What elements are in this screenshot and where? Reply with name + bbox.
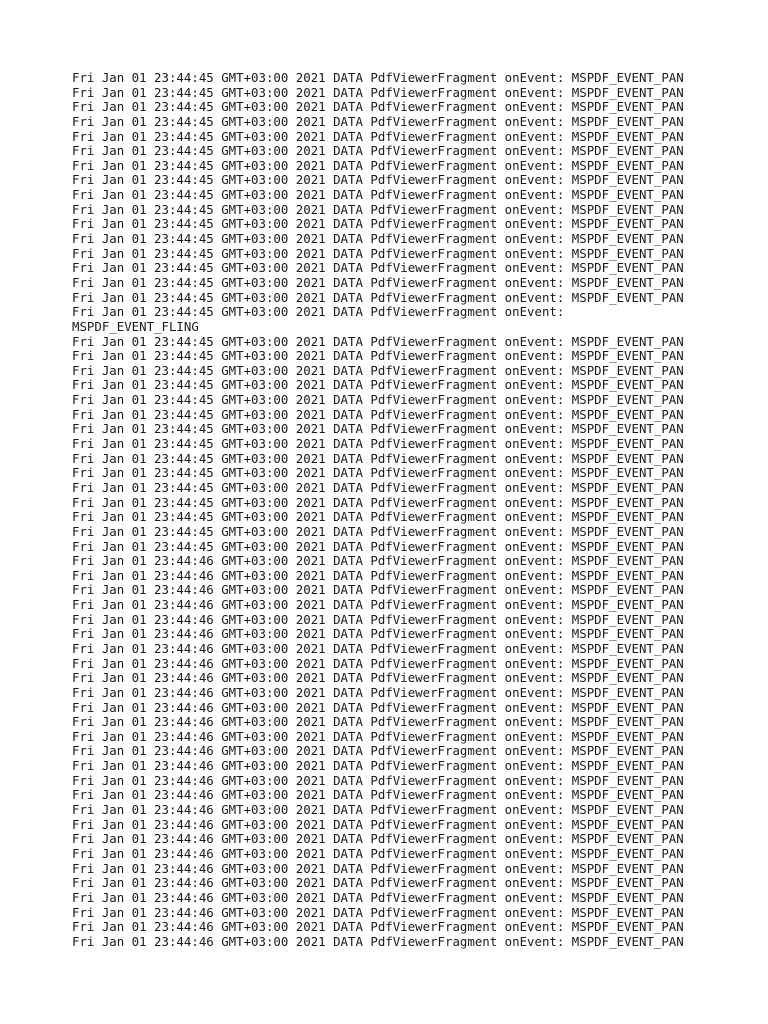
log-line: Fri Jan 01 23:44:46 GMT+03:00 2021 DATA PdfViewerFragment onEvent: MSPDF_EVENT_PAN (72, 699, 684, 715)
log-line: Fri Jan 01 23:44:45 GMT+03:00 2021 DATA PdfViewerFragment onEvent: MSPDF_EVENT_PAN (72, 143, 684, 159)
log-line: Fri Jan 01 23:44:45 GMT+03:00 2021 DATA PdfViewerFragment onEvent: MSPDF_EVENT_PAN (72, 128, 684, 144)
log-line: Fri Jan 01 23:44:45 GMT+03:00 2021 DATA PdfViewerFragment onEvent: MSPDF_EVENT_PAN (72, 157, 684, 173)
log-line: Fri Jan 01 23:44:46 GMT+03:00 2021 DATA PdfViewerFragment onEvent: MSPDF_EVENT_PAN (72, 875, 684, 891)
log-line: Fri Jan 01 23:44:45 GMT+03:00 2021 DATA PdfViewerFragment onEvent: MSPDF_EVENT_PAN (72, 377, 684, 393)
log-line: Fri Jan 01 23:44:46 GMT+03:00 2021 DATA PdfViewerFragment onEvent: MSPDF_EVENT_PAN (72, 640, 684, 656)
log-line: Fri Jan 01 23:44:45 GMT+03:00 2021 DATA PdfViewerFragment onEvent: MSPDF_EVENT_PAN (72, 172, 684, 188)
log-line: Fri Jan 01 23:44:46 GMT+03:00 2021 DATA PdfViewerFragment onEvent: MSPDF_EVENT_PAN (72, 684, 684, 700)
log-line: Fri Jan 01 23:44:45 GMT+03:00 2021 DATA PdfViewerFragment onEvent: MSPDF_EVENT_PAN (72, 260, 684, 276)
log-output (72, 71, 762, 964)
log-line: Fri Jan 01 23:44:46 GMT+03:00 2021 DATA PdfViewerFragment onEvent: MSPDF_EVENT_PAN (72, 611, 684, 627)
log-line: Fri Jan 01 23:44:46 GMT+03:00 2021 DATA PdfViewerFragment onEvent: MSPDF_EVENT_PAN (72, 582, 684, 598)
log-line: Fri Jan 01 23:44:45 GMT+03:00 2021 DATA PdfViewerFragment onEvent: MSPDF_EVENT_PAN (72, 289, 684, 305)
log-line-wrapped: MSPDF_EVENT_FLING (72, 318, 199, 334)
log-line: Fri Jan 01 23:44:45 GMT+03:00 2021 DATA PdfViewerFragment onEvent: MSPDF_EVENT_PAN (72, 523, 684, 539)
log-line: Fri Jan 01 23:44:45 GMT+03:00 2021 DATA PdfViewerFragment onEvent: MSPDF_EVENT_PAN (72, 436, 684, 452)
log-line: Fri Jan 01 23:44:46 GMT+03:00 2021 DATA PdfViewerFragment onEvent: MSPDF_EVENT_PAN (72, 772, 684, 788)
log-line: Fri Jan 01 23:44:46 GMT+03:00 2021 DATA PdfViewerFragment onEvent: MSPDF_EVENT_PAN (72, 758, 684, 774)
log-line: Fri Jan 01 23:44:46 GMT+03:00 2021 DATA PdfViewerFragment onEvent: MSPDF_EVENT_PAN (72, 714, 684, 730)
log-line: Fri Jan 01 23:44:46 GMT+03:00 2021 DATA PdfViewerFragment onEvent: MSPDF_EVENT_PAN (72, 816, 684, 832)
log-line: Fri Jan 01 23:44:45 GMT+03:00 2021 DATA PdfViewerFragment onEvent: MSPDF_EVENT_PAN (72, 231, 684, 247)
log-line: Fri Jan 01 23:44:46 GMT+03:00 2021 DATA PdfViewerFragment onEvent: MSPDF_EVENT_PAN (72, 933, 684, 949)
log-line: Fri Jan 01 23:44:46 GMT+03:00 2021 DATA PdfViewerFragment onEvent: MSPDF_EVENT_PAN (72, 597, 684, 613)
log-line: Fri Jan 01 23:44:45 GMT+03:00 2021 DATA PdfViewerFragment onEvent: MSPDF_EVENT_PAN (72, 84, 684, 100)
log-line (72, 949, 762, 964)
log-line: Fri Jan 01 23:44:45 GMT+03:00 2021 DATA PdfViewerFragment onEvent: MSPDF_EVENT_PAN (72, 113, 684, 129)
log-line: Fri Jan 01 23:44:45 GMT+03:00 2021 DATA PdfViewerFragment onEvent: MSPDF_EVENT_PAN (72, 245, 684, 261)
log-line: Fri Jan 01 23:44:46 GMT+03:00 2021 DATA PdfViewerFragment onEvent: MSPDF_EVENT_PAN (72, 670, 684, 686)
log-line: Fri Jan 01 23:44:46 GMT+03:00 2021 DATA PdfViewerFragment onEvent: MSPDF_EVENT_PAN (72, 728, 684, 744)
log-line: Fri Jan 01 23:44:45 GMT+03:00 2021 DATA PdfViewerFragment onEvent: MSPDF_EVENT_PAN (72, 494, 684, 510)
log-line: Fri Jan 01 23:44:45 GMT+03:00 2021 DATA PdfViewerFragment onEvent: MSPDF_EVENT_PAN (72, 406, 684, 422)
log-line: Fri Jan 01 23:44:45 GMT+03:00 2021 DATA PdfViewerFragment onEvent: MSPDF_EVENT_PAN (72, 450, 684, 466)
log-line: Fri Jan 01 23:44:45 GMT+03:00 2021 DATA PdfViewerFragment onEvent: MSPDF_EVENT_PAN (72, 71, 684, 85)
log-line: Fri Jan 01 23:44:46 GMT+03:00 2021 DATA PdfViewerFragment onEvent: MSPDF_EVENT_PAN (72, 919, 684, 935)
log-line: Fri Jan 01 23:44:45 GMT+03:00 2021 DATA PdfViewerFragment onEvent: MSPDF_EVENT_PAN (72, 465, 684, 481)
log-line: Fri Jan 01 23:44:45 GMT+03:00 2021 DATA PdfViewerFragment onEvent: MSPDF_EVENT_PAN (72, 479, 684, 495)
log-line: Fri Jan 01 23:44:46 GMT+03:00 2021 DATA PdfViewerFragment onEvent: MSPDF_EVENT_PAN (72, 802, 684, 818)
log-line: Fri Jan 01 23:44:45 GMT+03:00 2021 DATA PdfViewerFragment onEvent: MSPDF_EVENT_PAN (72, 362, 684, 378)
log-line: Fri Jan 01 23:44:46 GMT+03:00 2021 DATA PdfViewerFragment onEvent: MSPDF_EVENT_PAN (72, 655, 684, 671)
log-line: Fri Jan 01 23:44:46 GMT+03:00 2021 DATA PdfViewerFragment onEvent: MSPDF_EVENT_PAN (72, 787, 684, 803)
log-line: Fri Jan 01 23:44:45 GMT+03:00 2021 DATA PdfViewerFragment onEvent: MSPDF_EVENT_PAN (72, 201, 684, 217)
log-line: Fri Jan 01 23:44:46 GMT+03:00 2021 DATA PdfViewerFragment onEvent: MSPDF_EVENT_PAN (72, 743, 684, 759)
log-line: Fri Jan 01 23:44:45 GMT+03:00 2021 DATA PdfViewerFragment onEvent: MSPDF_EVENT_PAN (72, 538, 684, 554)
log-line: Fri Jan 01 23:44:46 GMT+03:00 2021 DATA PdfViewerFragment onEvent: MSPDF_EVENT_PAN (72, 831, 684, 847)
log-line: Fri Jan 01 23:44:45 GMT+03:00 2021 DATA PdfViewerFragment onEvent: MSPDF_EVENT_PAN (72, 421, 684, 437)
log-line: Fri Jan 01 23:44:46 GMT+03:00 2021 DATA PdfViewerFragment onEvent: MSPDF_EVENT_PAN (72, 626, 684, 642)
log-line: Fri Jan 01 23:44:46 GMT+03:00 2021 DATA PdfViewerFragment onEvent: MSPDF_EVENT_PAN (72, 889, 684, 905)
log-line: Fri Jan 01 23:44:46 GMT+03:00 2021 DATA PdfViewerFragment onEvent: MSPDF_EVENT_PAN (72, 553, 684, 569)
log-line: Fri Jan 01 23:44:46 GMT+03:00 2021 DATA PdfViewerFragment onEvent: MSPDF_EVENT_PAN (72, 567, 684, 583)
log-line: Fri Jan 01 23:44:45 GMT+03:00 2021 DATA PdfViewerFragment onEvent: MSPDF_EVENT_PAN (72, 509, 684, 525)
log-line: Fri Jan 01 23:44:45 GMT+03:00 2021 DATA PdfViewerFragment onEvent: MSPDF_EVENT_PAN (72, 274, 684, 290)
log-line: Fri Jan 01 23:44:46 GMT+03:00 2021 DATA PdfViewerFragment onEvent: MSPDF_EVENT_PAN (72, 845, 684, 861)
log-line: Fri Jan 01 23:44:45 GMT+03:00 2021 DATA PdfViewerFragment onEvent: MSPDF_EVENT_PAN (72, 187, 684, 203)
log-line: Fri Jan 01 23:44:45 GMT+03:00 2021 DATA PdfViewerFragment onEvent: MSPDF_EVENT_PAN (72, 333, 684, 349)
log-line: Fri Jan 01 23:44:45 GMT+03:00 2021 DATA PdfViewerFragment onEvent: MSPDF_EVENT_PAN (72, 392, 684, 408)
log-line: Fri Jan 01 23:44:45 GMT+03:00 2021 DATA PdfViewerFragment onEvent: MSPDF_EVENT_PAN (72, 99, 684, 115)
log-line: Fri Jan 01 23:44:46 GMT+03:00 2021 DATA PdfViewerFragment onEvent: MSPDF_EVENT_PAN (72, 904, 684, 920)
log-line: Fri Jan 01 23:44:45 GMT+03:00 2021 DATA PdfViewerFragment onEvent: (72, 304, 565, 320)
log-line: Fri Jan 01 23:44:46 GMT+03:00 2021 DATA PdfViewerFragment onEvent: MSPDF_EVENT_PAN (72, 860, 684, 876)
log-line: Fri Jan 01 23:44:45 GMT+03:00 2021 DATA PdfViewerFragment onEvent: MSPDF_EVENT_PAN (72, 216, 684, 232)
log-line: Fri Jan 01 23:44:45 GMT+03:00 2021 DATA PdfViewerFragment onEvent: MSPDF_EVENT_PAN (72, 348, 684, 364)
